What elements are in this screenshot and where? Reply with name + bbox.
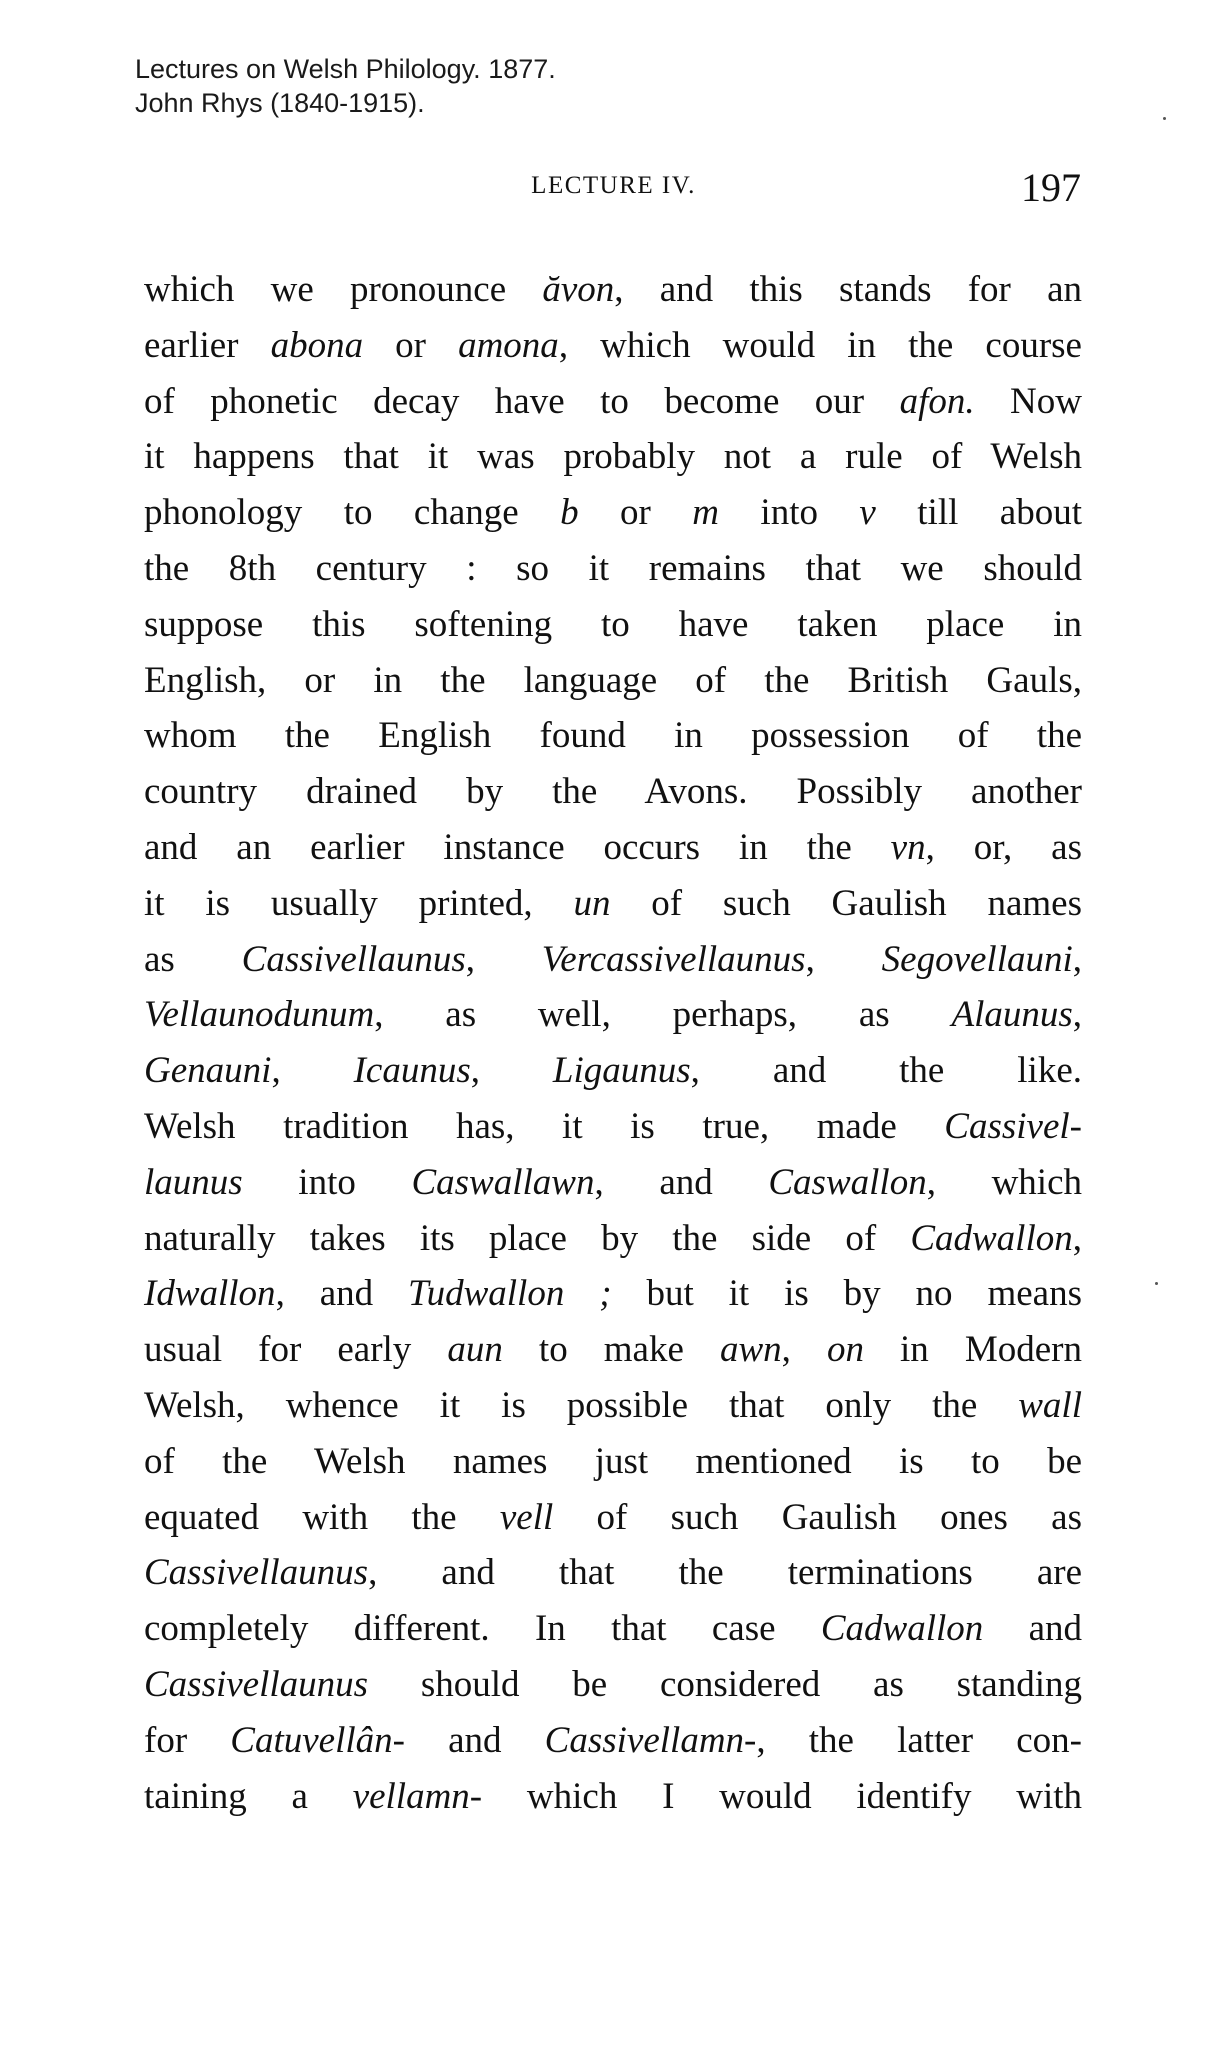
- italic-term: Catuvellân-: [230, 1719, 405, 1761]
- italic-term: wall: [1018, 1384, 1082, 1426]
- italic-term: vellamn-: [352, 1775, 483, 1817]
- text-line: [144, 374, 1082, 430]
- italic-term: Cassivellamn-: [544, 1719, 757, 1761]
- italic-term: Icaunus: [353, 1050, 471, 1092]
- text-segment: and: [983, 1608, 1082, 1650]
- text-line: [144, 708, 1082, 764]
- text-segment: , which: [926, 1161, 1082, 1203]
- text-segment: but it is by no means: [611, 1273, 1082, 1315]
- text-segment: naturally takes its place by the side of: [144, 1217, 911, 1259]
- text-segment: , as well, perhaps, as: [374, 994, 952, 1036]
- text-segment: in Modern: [863, 1329, 1082, 1371]
- text-segment: and: [404, 1719, 545, 1761]
- text-segment: usual for early: [144, 1329, 448, 1371]
- text-line: [144, 262, 1082, 318]
- italic-term: aun: [447, 1329, 503, 1371]
- text-segment: suppose this softening to have taken place in: [144, 603, 1082, 645]
- text-segment: of the Welsh names just mentioned is to be: [144, 1440, 1082, 1482]
- italic-term: v: [859, 492, 876, 534]
- text-line: [144, 541, 1082, 597]
- italic-term: Cassivellaunus: [144, 1663, 369, 1705]
- scan-speck: [1155, 1282, 1158, 1285]
- text-segment: equated with the: [144, 1496, 500, 1538]
- italic-term: afon.: [899, 380, 975, 422]
- text-line: [144, 1099, 1082, 1155]
- text-segment: whom the English found in possession of the: [144, 715, 1082, 757]
- text-line: [144, 1713, 1082, 1769]
- italic-term: un: [573, 882, 611, 924]
- text-line: [144, 764, 1082, 820]
- italic-term: Idwallon: [144, 1273, 276, 1315]
- text-segment: Welsh, whence it is possible that only the: [144, 1384, 1019, 1426]
- text-segment: into: [719, 492, 860, 534]
- text-line: [144, 1322, 1082, 1378]
- text-line: [144, 1545, 1082, 1601]
- text-segment: or: [363, 324, 459, 366]
- text-line: [144, 820, 1082, 876]
- text-segment: ,: [1072, 1217, 1082, 1259]
- text-line: [144, 485, 1082, 541]
- italic-term: awn: [719, 1329, 782, 1371]
- text-segment: , and: [594, 1161, 769, 1203]
- text-line: [144, 876, 1082, 932]
- text-line: [144, 1657, 1082, 1713]
- page-number: 197: [1021, 165, 1081, 210]
- text-segment: to make: [502, 1329, 720, 1371]
- italic-term: launus: [144, 1161, 243, 1203]
- text-line: [144, 932, 1082, 988]
- italic-term: ăvon: [542, 269, 615, 310]
- text-segment: , or, as: [925, 826, 1082, 868]
- italic-term: Genauni: [144, 1050, 272, 1092]
- text-segment: ,: [781, 1329, 827, 1371]
- text-segment: Welsh tradition has, it is true, made: [144, 1105, 945, 1147]
- text-segment: ,: [805, 938, 882, 980]
- source-caption-author: John Rhys (1840-1915).: [135, 88, 425, 118]
- italic-term: Ligaunus: [552, 1050, 691, 1092]
- italic-term: Cassivel-: [944, 1105, 1082, 1147]
- italic-term: vell: [499, 1496, 554, 1538]
- text-segment: ,: [1072, 938, 1082, 980]
- text-segment: ,: [465, 938, 542, 980]
- text-segment: ,: [470, 1050, 553, 1092]
- text-line: [144, 1266, 1082, 1322]
- text-segment: ,: [271, 1050, 354, 1092]
- italic-term: abona: [270, 324, 364, 366]
- text-line: [144, 429, 1082, 485]
- text-segment: the 8th century : so it remains that we should: [144, 547, 1082, 589]
- italic-term: Caswallon: [768, 1161, 927, 1203]
- italic-term: Alaunus: [951, 994, 1073, 1036]
- text-segment: taining a: [144, 1775, 353, 1817]
- italic-term: vn: [890, 826, 926, 868]
- text-segment: completely different. In that case: [144, 1608, 821, 1650]
- running-header: LECTURE IV.: [531, 172, 696, 199]
- text-segment: of phonetic decay have to become our: [144, 380, 900, 422]
- text-segment: it is usually printed,: [144, 882, 574, 924]
- text-segment: into: [242, 1161, 412, 1203]
- text-segment: should be considered as standing: [368, 1663, 1082, 1705]
- text-line: [144, 1043, 1082, 1099]
- text-segment: , which would in the course: [558, 324, 1082, 366]
- italic-term: b: [560, 492, 579, 534]
- text-segment: or: [578, 492, 693, 534]
- italic-term: Cassivellaunus: [144, 1552, 369, 1594]
- italic-term: Caswallawn: [411, 1161, 595, 1203]
- page-body-text: [144, 262, 1082, 1824]
- italic-term: Tudwallon ;: [408, 1273, 612, 1315]
- text-segment: , and this stands for an: [614, 269, 1082, 310]
- text-segment: , and the like.: [690, 1050, 1082, 1092]
- text-segment: earlier: [144, 324, 271, 366]
- text-line: [144, 597, 1082, 653]
- text-segment: till about: [875, 492, 1083, 534]
- text-segment: , the latter con-: [756, 1719, 1082, 1761]
- text-segment: Now: [974, 380, 1082, 422]
- text-segment: country drained by the Avons. Possibly another: [144, 771, 1082, 813]
- italic-term: on: [826, 1329, 864, 1371]
- text-segment: which we pronounce: [144, 269, 543, 310]
- text-segment: and an earlier instance occurs in the: [144, 826, 891, 868]
- text-line: [144, 1155, 1082, 1211]
- text-line: [144, 1769, 1082, 1825]
- italic-term: Vellaunodunum: [144, 994, 375, 1036]
- text-segment: which I would identify with: [482, 1775, 1082, 1817]
- italic-term: Cassivellaunus: [241, 938, 466, 980]
- text-segment: ,: [1072, 994, 1082, 1036]
- text-segment: English, or in the language of the British Gauls,: [144, 659, 1082, 701]
- source-caption-title: Lectures on Welsh Philology. 1877.: [135, 54, 556, 84]
- text-segment: of such Gaulish ones as: [553, 1496, 1082, 1538]
- italic-term: amona: [458, 324, 559, 366]
- scan-speck: [1163, 117, 1166, 120]
- text-line: [144, 1601, 1082, 1657]
- text-segment: it happens that it was probably not a rule of Welsh: [144, 436, 1082, 478]
- italic-term: Cadwallon: [910, 1217, 1073, 1259]
- text-line: [144, 1378, 1082, 1434]
- italic-term: Cadwallon: [820, 1608, 984, 1650]
- text-segment: phonology to change: [144, 492, 561, 534]
- text-segment: of such Gaulish names: [610, 882, 1082, 924]
- text-segment: as: [144, 938, 242, 980]
- text-segment: for: [144, 1719, 231, 1761]
- italic-term: m: [692, 492, 719, 534]
- italic-term: Vercassivellaunus: [541, 938, 806, 980]
- text-segment: , and that the terminations are: [368, 1552, 1082, 1594]
- text-line: [144, 1490, 1082, 1546]
- text-line: [144, 1211, 1082, 1267]
- text-line: [144, 987, 1082, 1043]
- text-line: [144, 318, 1082, 374]
- text-segment: , and: [275, 1273, 409, 1315]
- italic-term: Segovellauni: [881, 938, 1073, 980]
- text-line: [144, 653, 1082, 709]
- text-line: [144, 1434, 1082, 1490]
